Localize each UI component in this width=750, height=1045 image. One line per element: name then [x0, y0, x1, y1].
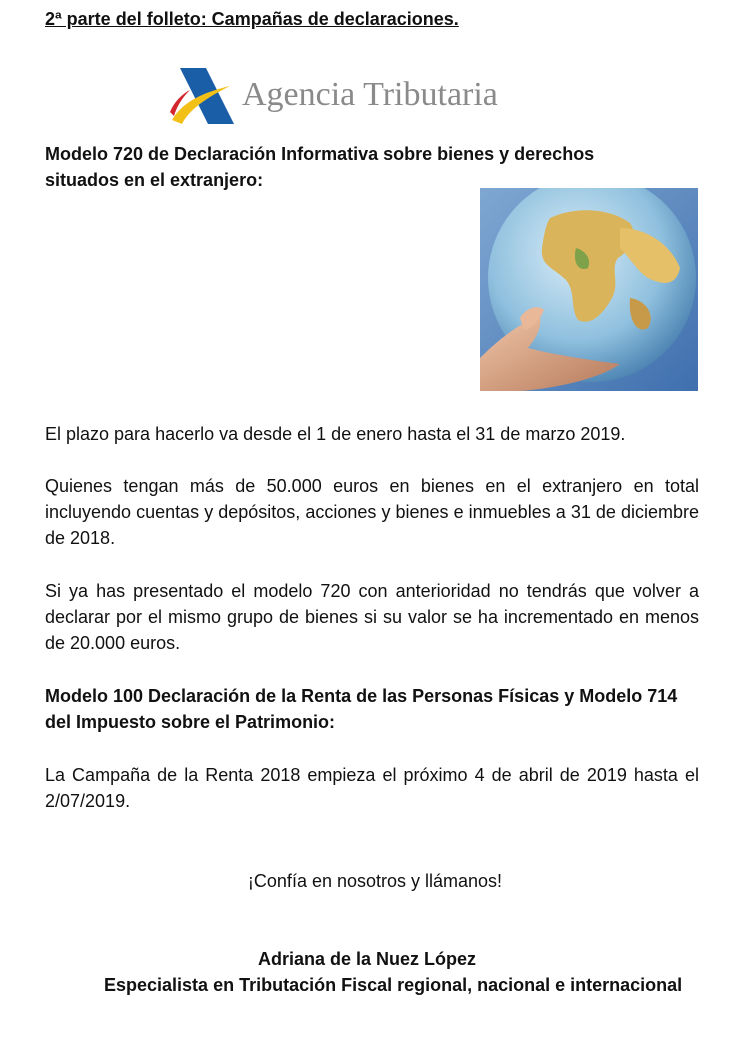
modelo-100-714-heading: Modelo 100 Declaración de la Renta de las Personas Físicas y Modelo 714 del Impuesto sobre el Patrimonio:: [45, 686, 678, 732]
plazo-paragraph: El plazo para hacerlo va desde el 1 de enero hasta el 31 de marzo 2019.: [45, 424, 626, 444]
presentado-paragraph: Si ya has presentado el modelo 720 con anterioridad no tendrás que volver a declarar por el mismo grupo de bienes si su valor se ha incrementado en menos de 20.000 euros.: [45, 581, 699, 653]
agencia-tributaria-logo: [168, 62, 538, 128]
logo-text: Agencia Tributaria: [242, 76, 498, 113]
call-to-action: ¡Confía en nosotros y llámanos!: [247, 871, 503, 891]
signature-name: Adriana de la Nuez López: [258, 949, 477, 969]
agencia-tributaria-logo-icon: [168, 62, 238, 128]
page-title: 2ª parte del folleto: Campañas de declaraciones.: [45, 9, 459, 29]
signature-role: Especialista en Tributación Fiscal regional, nacional e internacional: [104, 975, 683, 995]
requisitos-paragraph: Quienes tengan más de 50.000 euros en bienes en el extranjero en total incluyendo cuentas y depósitos, acciones y bienes e inmuebles a 31 de diciembre de 2018.: [45, 476, 699, 548]
globe-in-hand-image: [480, 188, 698, 391]
campana-renta-paragraph: La Campaña de la Renta 2018 empieza el próximo 4 de abril de 2019 hasta el 2/07/2019.: [45, 765, 699, 811]
modelo-720-heading: Modelo 720 de Declaración Informativa sobre bienes y derechos situados en el extranjero:: [45, 144, 595, 190]
